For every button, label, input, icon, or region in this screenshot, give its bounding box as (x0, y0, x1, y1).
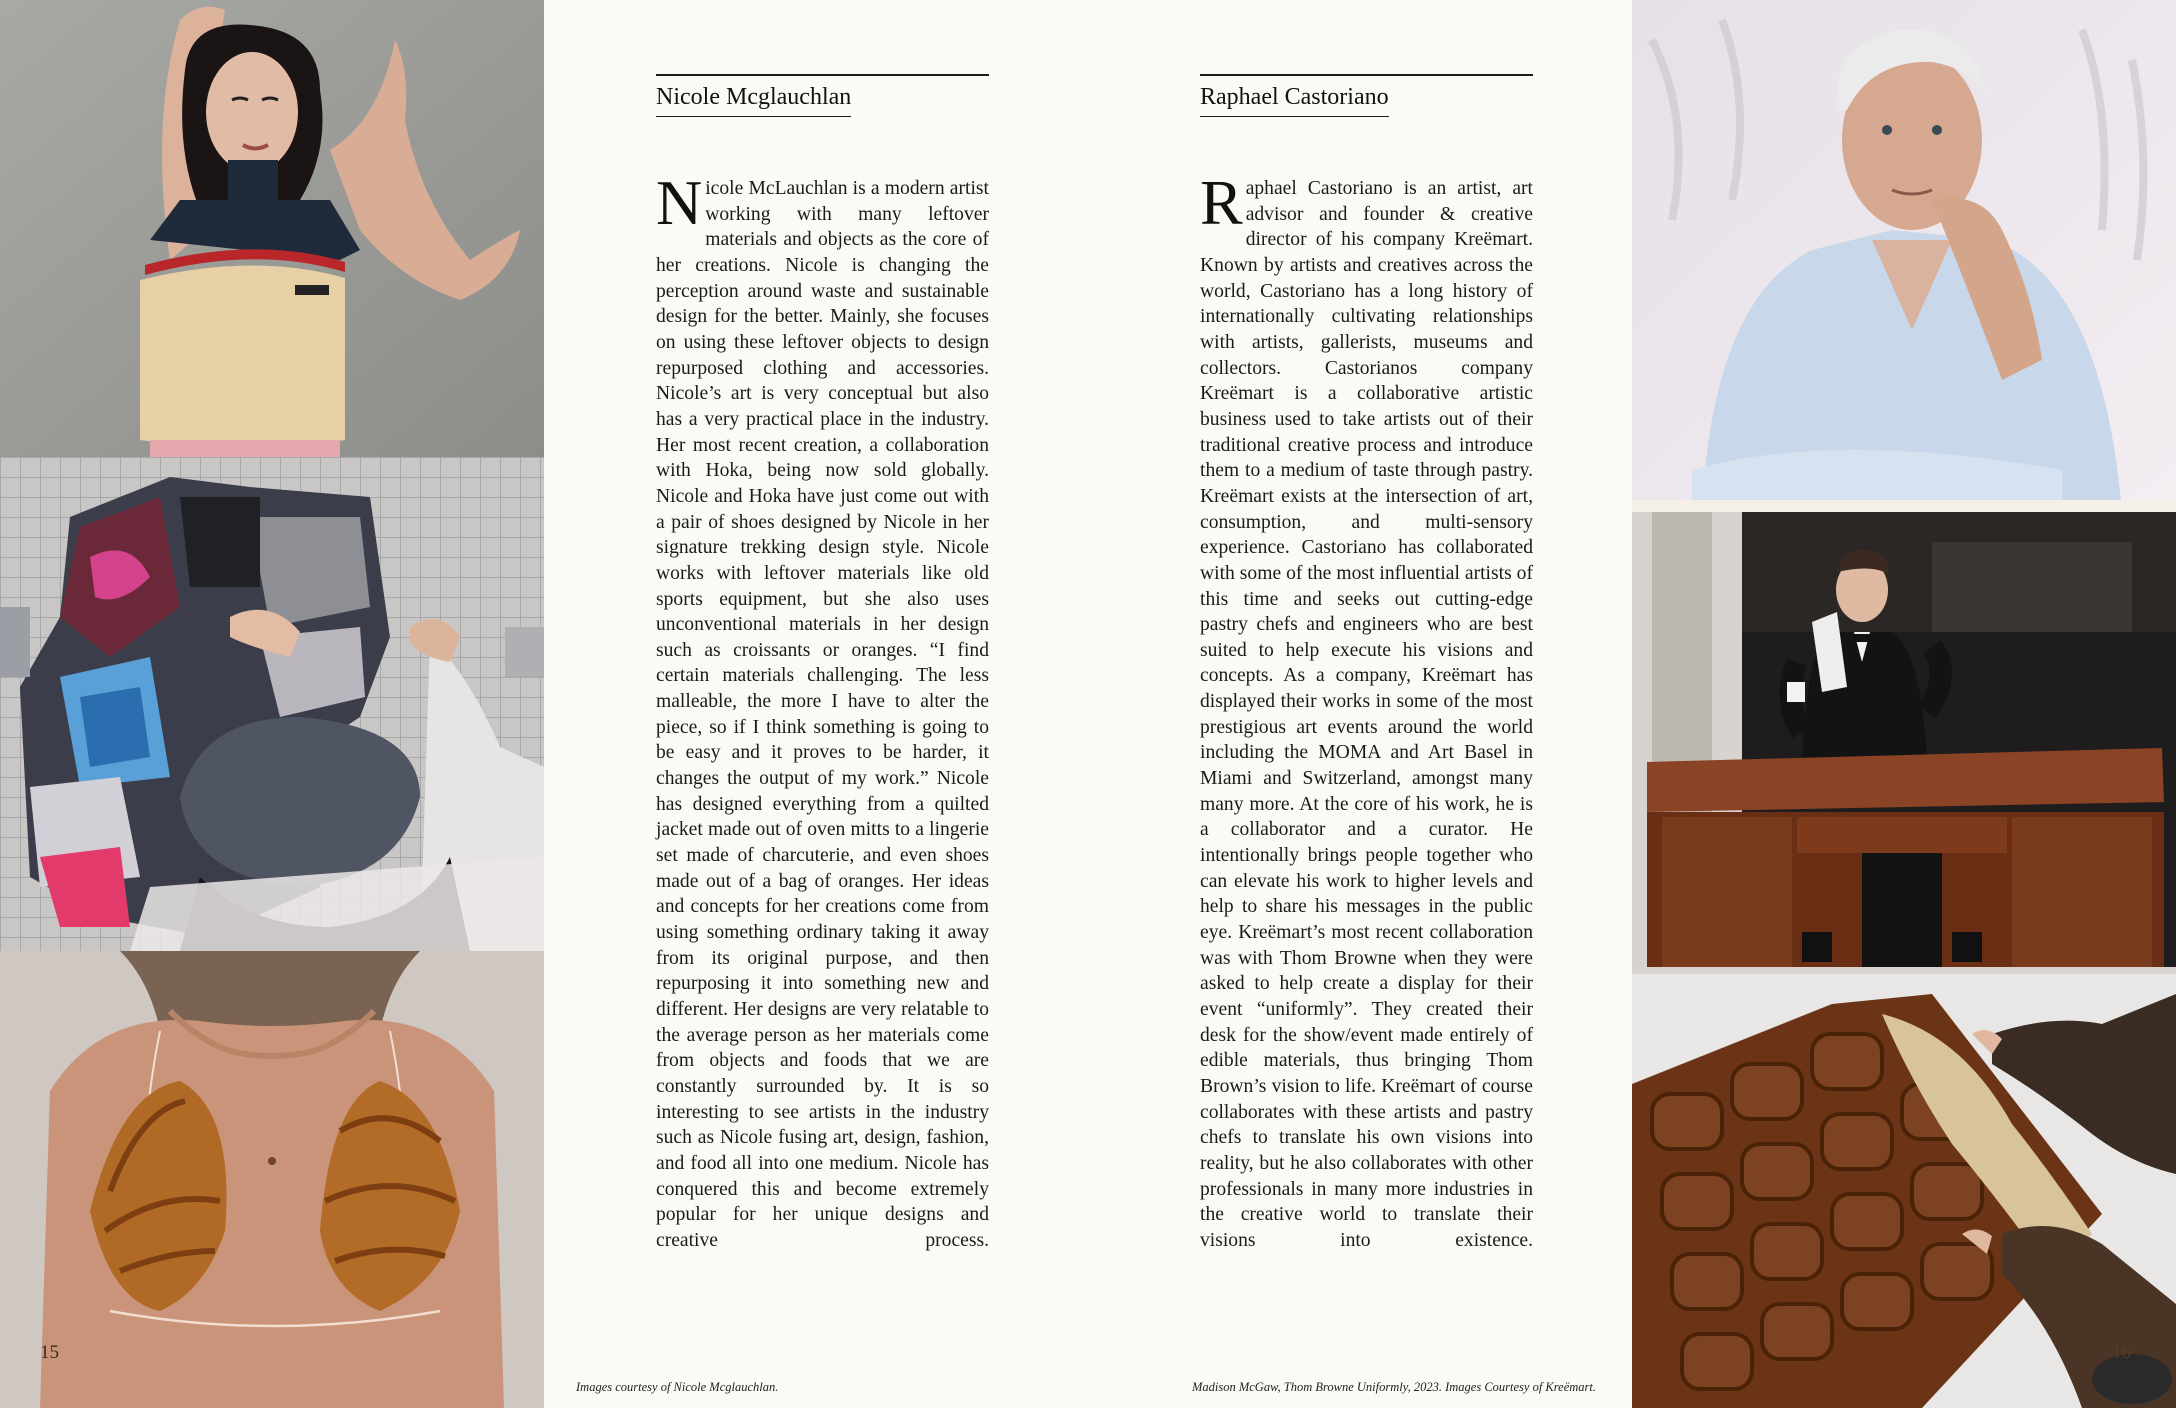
article-heading: Raphael Castoriano (1200, 84, 1389, 117)
edible-desk-photo (1632, 512, 2176, 974)
article-body-text: aphael Castoriano is an artist, art advisor and founder & creative director of his company Kreëmart. Known by artists and creatives across the world, Castoriano has a long history of internationally cultivating relationships with artists, gallerists, museums and collectors. Castorianos company Kreëmart is a collaborative artistic business used to take artists out of their traditional creative process and introduce them to a medium of taste through pastry. Kreëmart exists at the intersection of art, consumption, and multi-sensory experience. Castoriano has collaborated with some of the most influential artists of this time and seeks out cutting-edge pastry chefs and engineers who are best suited to help execute his visions and concepts. As a company, Kreëmart has displayed their works in some of the most prestigious art events around the world including the MOMA and Art Basel in Miami and Switzerland, amongst many many more. At the core of his work, he is a collaborator and a curator. He intentionally brings people together who can elevate his work to higher levels and help to share his messages in the public eye. Kreëmart’s most recent collaboration was with Thom Browne when they were asked to help create a display for their event “uniformly”. They created their desk for the show/event made entirely of edible materials, thus bringing Thom Brown’s vision to life. Kreëmart of course collaborates with these artists and pastry chefs to translate his own visions into reality, but he also collaborates with other professionals in many more industries in the creative world to translate their visions into existence. (1200, 178, 1533, 1251)
photo-credit-left: Images courtesy of Nicole Mcglauchlan. (576, 1380, 779, 1394)
chocolate-desk-cutting-photo (1632, 974, 2176, 1408)
article-body (656, 167, 989, 1254)
photo-credit-right: Madison McGaw, Thom Browne Uniformly, 2023. Images Courtesy of Kreëmart. (1191, 1380, 1596, 1394)
heading-rule (656, 74, 989, 118)
nicole-portrait-photo (0, 0, 544, 457)
page-number-left: 15 (40, 1342, 59, 1363)
croissant-bra-photo (0, 951, 544, 1408)
drop-cap: N (656, 167, 703, 238)
page-number-right: 16 (2112, 1342, 2131, 1363)
article-body (1200, 167, 1533, 1254)
heading-rule (1200, 74, 1533, 118)
article-heading: Nicole Mcglauchlan (656, 84, 851, 117)
raphael-portrait-photo (1632, 0, 2176, 512)
article-body-text: icole McLauchlan is a modern artist working with many leftover materials and objects as the core of her creations. Nicole is changing the perception around waste and sustainable design for the better. Mainly, she focuses on using these leftover objects to design repurposed clothing and accessories. Nicole’s art is very conceptual but also has a very practical place in the industry. Her most recent creation, a collaboration with Hoka, being now sold globally. Nicole and Hoka have just come out with a pair of shoes designed by Nicole in her signature trekking design style. Nicole works with leftover materials like old sports equipment, but she also uses unconventional materials in her design such as croissants or oranges. “I find certain materials challenging. The less malleable, the more I have to alter the piece, so if I think something is going to be easy and it proves to be harder, it changes the output of my work.” Nicole has designed everything from a quilted jacket made out of oven mitts to a lingerie set made of charcuterie, and even shoes made out of a bag of oranges. Her ideas and concepts for her creations come from using something ordinary taking it away from its original purpose, and then repurposing it into something new and different. Her designs are very relatable to the average person as her materials come from objects and foods that we are constantly surrounded by. It is so interesting to see artists in the industry such as Nicole fusing art, design, fashion, and food all into one medium. Nicole has conquered this and become extremely popular for her unique designs and creative process. (656, 178, 989, 1251)
drop-cap: R (1200, 167, 1243, 238)
nicole-workspace-photo (0, 457, 544, 951)
